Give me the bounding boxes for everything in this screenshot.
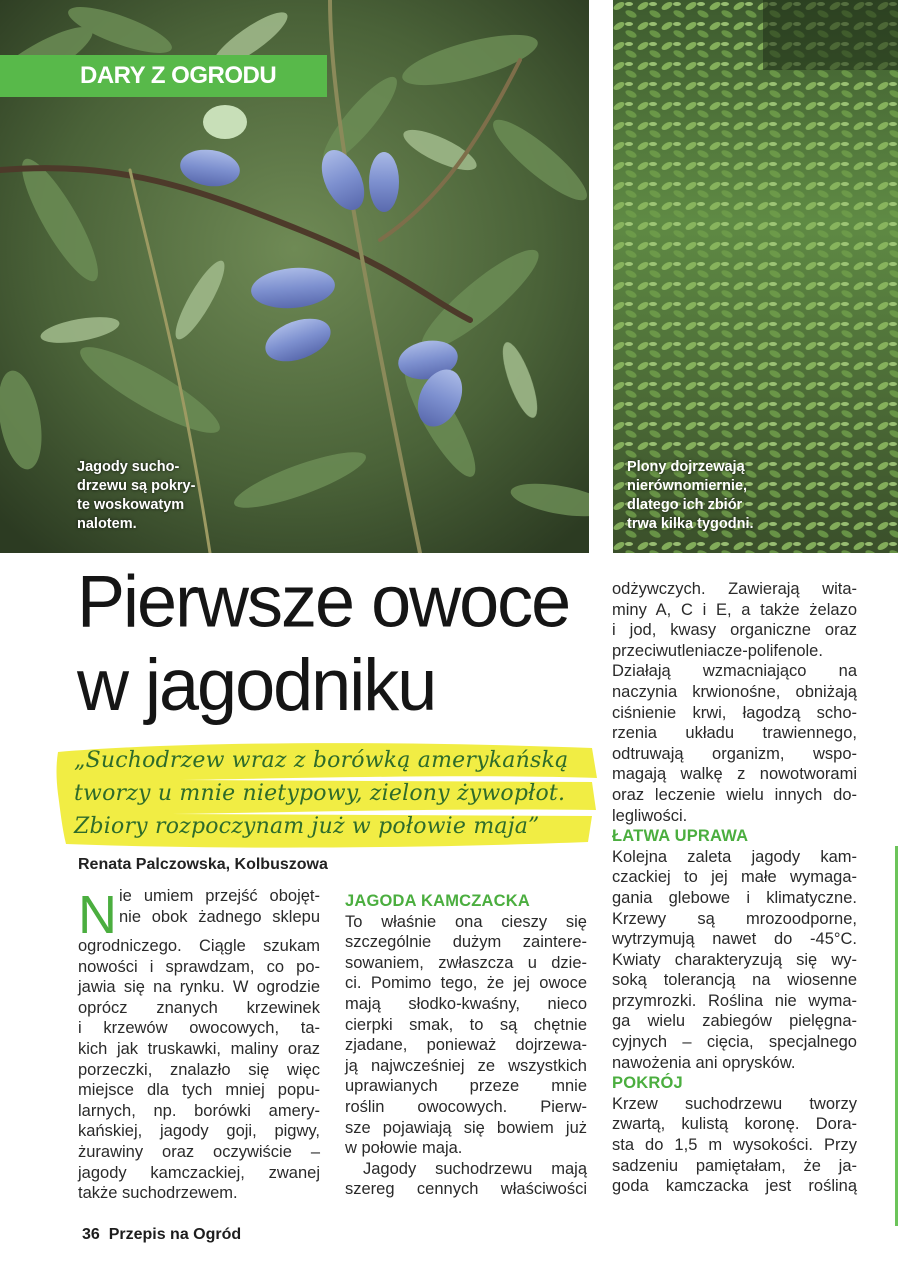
text-line: w połowie maja. <box>345 1139 463 1158</box>
text-line: legliwości. <box>612 806 688 825</box>
subheading-pokroj: POKRÓJ <box>612 1074 683 1093</box>
subheading-latwa-uprawa: ŁATWA UPRAWA <box>612 827 749 846</box>
text-line: naczynia krwionośne, obniżają <box>612 682 857 701</box>
text-line: mają słodko-kwaśny, nieco <box>345 994 587 1013</box>
text-line: i jod, kwasy organiczne oraz <box>612 621 857 640</box>
text-line: jagody kamczackiej, zwanej <box>78 1163 320 1182</box>
text-line: kich jak truskawki, maliny oraz <box>78 1039 320 1058</box>
text-line: przymrozki. Roślina nie wyma- <box>612 991 857 1010</box>
text-line: zwartą, kulistą koronę. Dora- <box>612 1115 857 1134</box>
text-line: nawożenia ani oprysków. <box>612 1053 796 1072</box>
text-line: przeciwutleniacze-polifenole. <box>612 641 823 660</box>
text-line: ga wielu zabiegów pielęgna- <box>612 1012 857 1031</box>
text-line: oraz leczenie wielu innych do- <box>612 785 857 804</box>
text-line: ie umiem przejść obojęt- <box>119 887 320 905</box>
quote-text <box>74 744 594 843</box>
caption-line: te woskowatym <box>77 497 185 513</box>
text-line: i krzewów owocowych, ta- <box>78 1019 320 1038</box>
caption-line: nalotem. <box>77 516 137 532</box>
text-line: gania glebowe i klimatyczne. <box>612 888 857 907</box>
quote-line: tworzy u mnie nietypowy, zielony żywopłot. <box>74 781 566 806</box>
text-line: sadzeniu pamiętałam, że ja- <box>612 1156 857 1175</box>
headline-line: Pierwsze owoce <box>77 561 570 643</box>
text-line: oprócz znanych krzewinek <box>78 998 320 1017</box>
text-line: zjadane, ponieważ dojrzewa- <box>345 1036 587 1055</box>
text-line: porzeczki, znalazło się więc <box>78 1060 320 1079</box>
text-line: odtruwają organizm, wspo- <box>612 744 857 763</box>
text-line: To właśnie ona cieszy się <box>345 912 587 931</box>
caption-line: drzewu są pokry- <box>77 478 196 494</box>
text-line: goda kamczacka jest rośliną <box>612 1177 857 1196</box>
drop-cap: N <box>78 885 117 945</box>
text-line: ogrodniczego. Ciągle szukam <box>78 937 320 955</box>
text-line: uprawianych przeze mnie <box>345 1077 587 1096</box>
pull-quote <box>52 738 600 852</box>
photo-caption-left <box>77 458 237 534</box>
author-byline: Renata Palczowska, Kolbuszowa <box>78 856 328 873</box>
article-headline <box>77 560 597 727</box>
text-line: odżywczych. Zawierają wita- <box>612 580 857 598</box>
section-tag: DARY Z OGRODU <box>0 55 327 97</box>
text-line: ciśnienie krwi, łagodzą scho- <box>612 703 857 722</box>
text-line: ci. Pomimo tego, że jej owoce <box>345 974 587 993</box>
text-line: miejsce dla tych mniej popu- <box>78 1081 320 1100</box>
text-line: Jagody suchodrzewu mają <box>363 1159 587 1178</box>
text-line: ją najwcześniej ze wszystkich <box>345 1056 587 1075</box>
text-line: nie obok żadnego sklepu <box>119 907 320 926</box>
quote-line: „Suchodrzew wraz z borówką amerykańską <box>74 748 569 773</box>
text-line: cyjnych – cięcia, specjalnego <box>612 1033 857 1052</box>
text-line: Działają wzmacniająco na <box>612 662 857 681</box>
text-line: sowaniem, zwłaszcza u dzie- <box>345 953 587 972</box>
text-column-1 <box>78 886 320 1204</box>
photo-caption-right <box>627 458 797 534</box>
text-column-3 <box>612 579 857 1197</box>
text-line: szczególnie dużym zaintere- <box>345 933 587 952</box>
caption-line: trwa kilka tygodni. <box>627 516 754 532</box>
caption-line: dlatego ich zbiór <box>627 497 743 513</box>
text-line: kańskiej, jagody goji, pigwy, <box>78 1122 320 1141</box>
text-line: roślin owocowych. Pierw- <box>345 1097 587 1116</box>
text-line: żurawiny oraz oczywiście – <box>78 1142 320 1161</box>
text-line: Krzewy są mrozoodporne, <box>612 909 857 928</box>
subheading-jagoda-kamczacka: JAGODA KAMCZACKA <box>345 892 530 910</box>
text-line: magają walkę z nowotworami <box>612 765 857 784</box>
text-line: Krzew suchodrzewu tworzy <box>612 1094 857 1113</box>
caption-line: Plony dojrzewają <box>627 459 745 475</box>
text-column-2 <box>345 891 587 1200</box>
caption-line: Jagody sucho- <box>77 459 180 475</box>
quote-line: Zbiory rozpoczynam już w połowie maja” <box>74 814 540 839</box>
text-line: także suchodrzewem. <box>78 1184 238 1203</box>
text-line: Kolejna zaleta jagody kam- <box>612 847 857 866</box>
text-line: sze pojawiają się bowiem już <box>345 1118 587 1137</box>
text-line: nowości i sprawdzam, co po- <box>78 957 320 976</box>
headline-line: w jagodniku <box>77 644 436 727</box>
text-line: larnych, np. borówki amery- <box>78 1101 320 1120</box>
text-line: Kwiaty charakteryzują się wy- <box>612 950 857 969</box>
text-line: rzenia układu trawiennego, <box>612 724 857 743</box>
text-line: wytrzymują nawet do -45°C. <box>612 930 857 949</box>
text-line: sta do 1,5 m wysokości. Przy <box>612 1136 857 1155</box>
text-line: szereg cennych właściwości <box>345 1180 587 1199</box>
text-line: cierpki smak, to są chętnie <box>345 1015 587 1034</box>
text-line: czackiej to jej małe wymaga- <box>612 868 857 887</box>
text-line: miny A, C i E, a także żelazo <box>612 600 857 619</box>
page-footer: 36 Przepis na Ogród <box>82 1226 242 1243</box>
text-line: jawia się na rynku. W ogrodzie <box>78 978 320 997</box>
text-line: soką tolerancją na wiosenne <box>612 971 857 990</box>
caption-line: nierównomiernie, <box>627 478 748 494</box>
